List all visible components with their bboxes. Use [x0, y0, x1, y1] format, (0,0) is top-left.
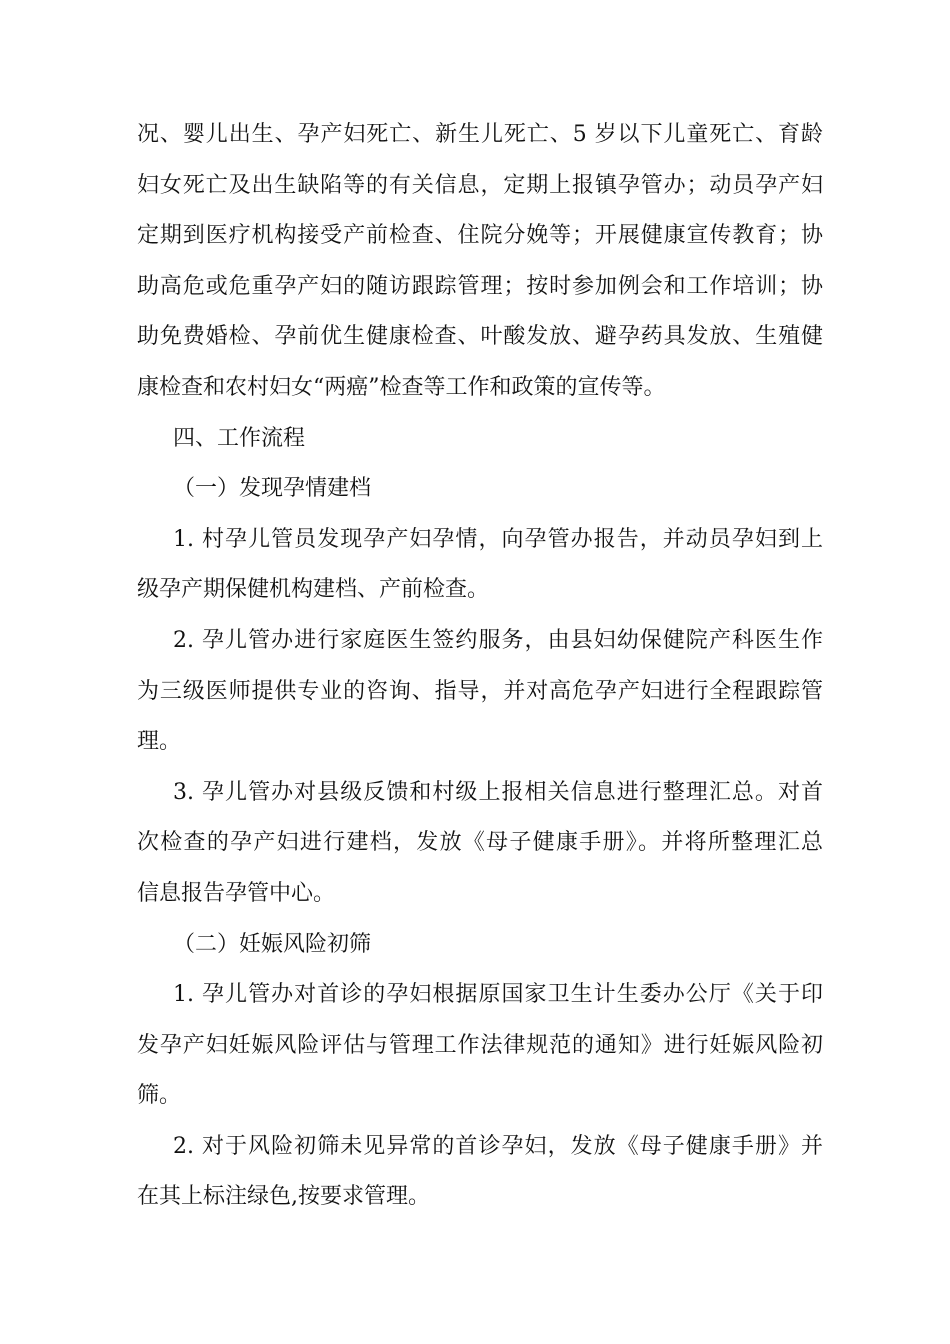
text-line: 3. 孕儿管办对县级反馈和村级上报相关信息进行整理汇总。对首 — [173, 779, 823, 805]
text-line: 发孕产妇妊娠风险评估与管理工作法律规范的通知》进行妊娠风险初 — [137, 1032, 823, 1058]
intro-paragraph — [137, 110, 823, 414]
text-line: 2. 孕儿管办进行家庭医生签约服务，由县妇幼保健院产科医生作 — [173, 627, 823, 653]
list-item — [137, 515, 823, 616]
section-heading: 四、工作流程 — [173, 425, 306, 451]
text-line: 助高危或危重孕产妇的随访跟踪管理；按时参加例会和工作培训；协 — [137, 273, 823, 299]
text-line: 筛。 — [137, 1083, 182, 1109]
subsection-heading-1: （一）发现孕情建档 — [173, 476, 372, 502]
text-line: 理。 — [137, 729, 182, 755]
list-item — [137, 1122, 823, 1223]
list-item — [137, 768, 823, 920]
text-line: 2. 对于风险初筛未见异常的首诊孕妇，发放《母子健康手册》并 — [173, 1133, 823, 1159]
text-line: 级孕产期保健机构建档、产前检查。 — [137, 577, 490, 603]
text-line: 在其上标注绿色,按要求管理。 — [137, 1184, 430, 1210]
subsection-heading-2: （二）妊娠风险初筛 — [173, 931, 372, 957]
document-page — [137, 110, 823, 1223]
text-line: 信息报告孕管中心。 — [137, 880, 336, 906]
text-line: 妇女死亡及出生缺陷等的有关信息，定期上报镇孕管办；动员孕产妇 — [137, 172, 823, 198]
text-line: 康检查和农村妇女“两癌”检查等工作和政策的宣传等。 — [137, 374, 666, 400]
text-line: 助免费婚检、孕前优生健康检查、叶酸发放、避孕药具发放、生殖健 — [137, 324, 823, 350]
list-item — [137, 616, 823, 768]
text-line: 况、婴儿出生、孕产妇死亡、新生儿死亡、5 岁以下儿童死亡、育龄 — [137, 122, 823, 147]
text-line: 1. 村孕儿管员发现孕产妇孕情，向孕管办报告，并动员孕妇到上 — [173, 526, 823, 552]
text-line: 为三级医师提供专业的咨询、指导，并对高危孕产妇进行全程跟踪管 — [137, 678, 823, 704]
text-line: 次检查的孕产妇进行建档，发放《母子健康手册》。并将所整理汇总 — [137, 830, 823, 856]
text-line: 定期到医疗机构接受产前检查、住院分娩等；开展健康宣传教育；协 — [137, 223, 823, 249]
text-line: 1. 孕儿管办对首诊的孕妇根据原国家卫生计生委办公厅《关于印 — [173, 982, 823, 1008]
list-item — [137, 970, 823, 1122]
